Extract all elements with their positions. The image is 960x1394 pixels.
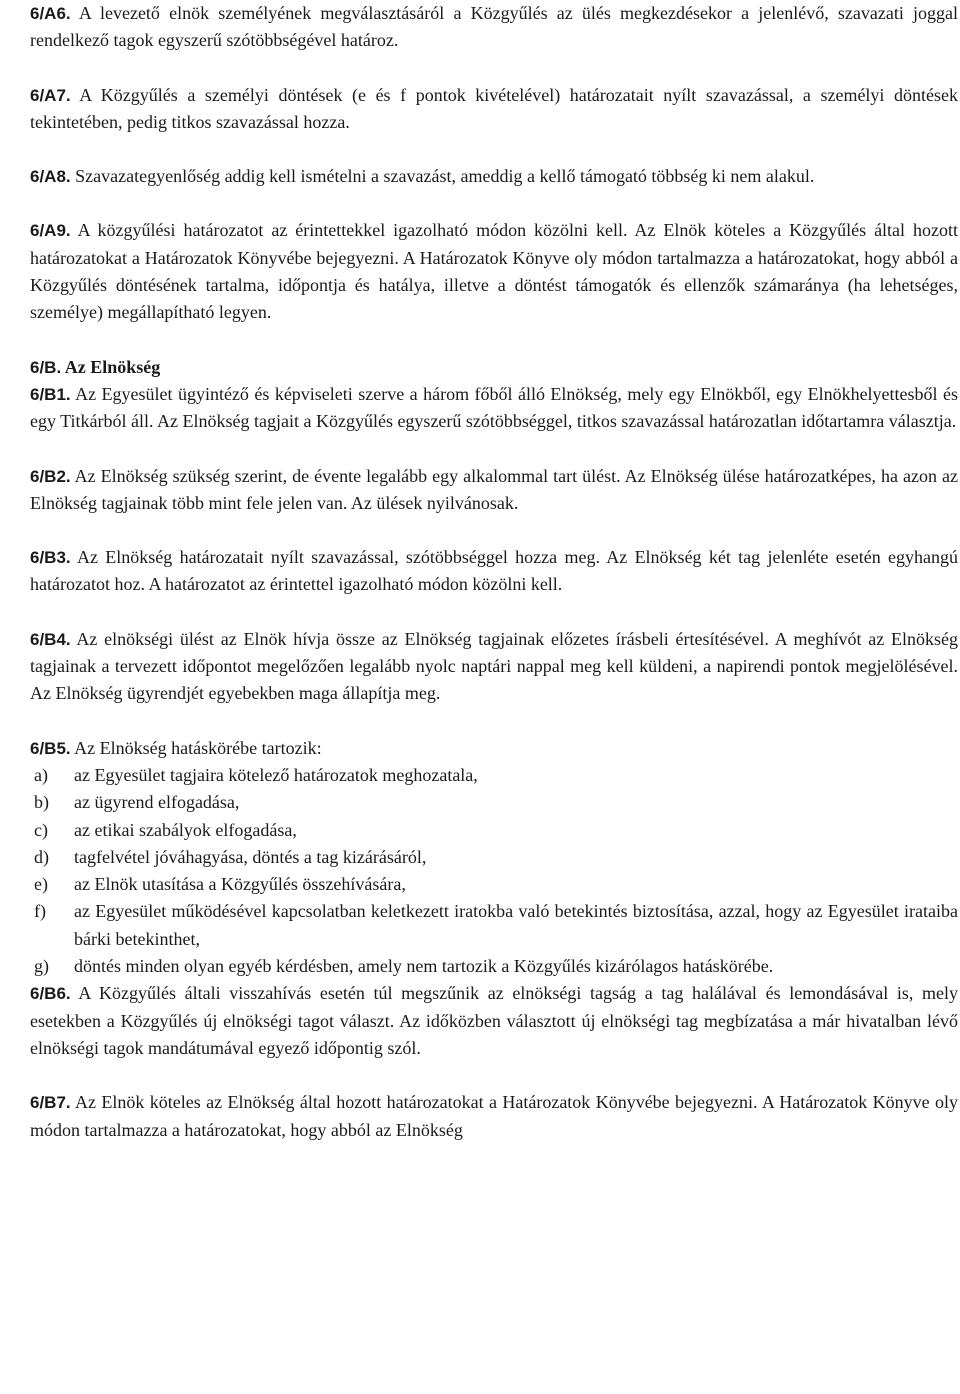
paragraph-number: 6/B5. [30, 738, 71, 758]
paragraph-number: 6/B6. [30, 984, 71, 1004]
paragraph-text: A levezető elnök személyének megválasztásáról a Közgyűlés az ülés megkezdésekor a jelenlévő, szavazati joggal rendelkező tagok egyszerű szótöbbségével határoz. [30, 3, 958, 51]
paragraph-6b3 [30, 544, 958, 599]
list-marker: e) [34, 874, 48, 895]
paragraph-6b5 [30, 735, 958, 762]
list-marker: c) [34, 819, 48, 840]
list-item-text: az etikai szabályok elfogadása, [74, 819, 297, 840]
paragraph-text: Az Elnökség szükség szerint, de évente legalább egy alkalommal tart ülést. Az Elnökség ülése határozatképes, ha azon az Elnökség tagjainak több mint fele jelen van. Az ülések nyilvánosak. [30, 465, 959, 513]
paragraph-text: Az Elnök köteles az Elnökség által hozott határozatokat a Határozatok Könyvébe bejegyezni. A Határozatok Könyve oly módon tartalmazza a határozatokat, hogy abból az Elnökség [30, 1092, 959, 1140]
paragraph-text: Az Egyesület ügyintéző és képviseleti szerve a három főből álló Elnökség, mely egy Elnökből, egy Elnökhelyettesből és egy Titkárból áll. Az Elnökség tagjait a Közgyűlés egyszerű szótöbbséggel, titkos szavazással határozatlan időtartamra választja. [30, 383, 958, 432]
list-item [30, 871, 958, 898]
paragraph-number: 6/B3. [30, 548, 71, 568]
list-item [30, 898, 958, 953]
paragraph-6b2 [30, 463, 958, 518]
paragraph-number: 6/A9. [30, 221, 71, 241]
paragraph-6b1 [30, 381, 958, 436]
list-item-text: az Elnök utasítása a Közgyűlés összehívására, [74, 874, 406, 895]
list-item [30, 844, 958, 871]
paragraph-text: A közgyűlési határozatot az érintettekkel igazolható módon közölni kell. Az Elnök köteles a Közgyűlés által hozott határozatokat a Határozatok Könyvébe bejegyezni. A Határozatok Könyve oly módon tartalmazza a határozatokat, hogy abból a Közgyűlés döntésének tartalma, időpontja és hatálya, illetve a döntést támogatók és ellenzők számaránya (ha lehetséges, személye) megállapítható legyen. [30, 220, 958, 323]
paragraph-6b7 [30, 1089, 958, 1144]
list-marker: f) [34, 901, 46, 922]
paragraph-text: A Közgyűlés általi visszahívás esetén túl megszűnik az elnökségi tagság a tag halálával és lemondásával is, mely esetekben a Közgyűlés új elnökségi tagot választ. Az időközben választott új elnökségi tag megbízatása a már hivatalban lévő elnökségi tagok mandátumával egyező időpontig szól. [30, 983, 958, 1058]
list-item-text: az Egyesület tagjaira kötelező határozatok meghozatala, [74, 764, 478, 785]
paragraph-6a8 [30, 163, 958, 190]
list-marker: g) [34, 956, 49, 977]
paragraph-6a7 [30, 82, 958, 137]
paragraph-number: 6/A8. [30, 167, 71, 187]
paragraph-6a6 [30, 0, 958, 55]
section-number: 6/B. [30, 357, 62, 377]
list-item [30, 789, 958, 816]
paragraph-number: 6/A6. [30, 4, 71, 23]
list-marker: a) [34, 764, 48, 785]
paragraph-number: 6/B2. [30, 466, 71, 486]
paragraph-number: 6/A7. [30, 85, 71, 105]
paragraph-6b6 [30, 980, 958, 1062]
list-item-text: tagfelvétel jóváhagyása, döntés a tag kizárásáról, [74, 846, 427, 867]
section-heading-6b [30, 354, 958, 381]
list-item-text: az ügyrend elfogadása, [74, 792, 240, 813]
list-item [30, 817, 958, 844]
paragraph-number: 6/B7. [30, 1093, 71, 1113]
paragraph-6b4 [30, 626, 958, 708]
list-item-text: az Egyesület működésével kapcsolatban keletkezett iratokba való betekintés biztosítása, azzal, hogy az Egyesület irataiba bárki betekinthet, [74, 901, 958, 949]
competence-list [30, 762, 958, 980]
paragraph-text: A Közgyűlés a személyi döntések (e és f pontok kivételével) határozatait nyílt szavazással, a személyi döntések tekintetében, pedig titkos szavazással hozza. [30, 84, 958, 132]
list-item [30, 953, 958, 980]
paragraph-text: Szavazategyenlőség addig kell ismételni a szavazást, ameddig a kellő támogató többség ki nem alakul. [75, 166, 815, 187]
paragraph-number: 6/B1. [30, 384, 71, 404]
paragraph-6a9 [30, 217, 958, 326]
section-title: Az Elnökség [64, 356, 161, 377]
list-item [30, 762, 958, 789]
paragraph-text: Az Elnökség határozatait nyílt szavazással, szótöbbséggel hozza meg. Az Elnökség két tag jelenléte esetén egyhangú határozatot hoz. A határozatot az érintettel igazolható módon közölni kell. [30, 547, 958, 595]
paragraph-number: 6/B4. [30, 629, 71, 649]
list-marker: b) [34, 792, 49, 813]
list-item-text: döntés minden olyan egyéb kérdésben, amely nem tartozik a Közgyűlés kizárólagos hatáskörébe. [74, 956, 774, 977]
paragraph-text: Az elnökségi ülést az Elnök hívja össze az Elnökség tagjainak előzetes írásbeli értesítésével. A meghívót az Elnökség tagjainak a tervezett időpontot megelőzően legalább nyolc naptári nappal meg kell küldeni, a napirendi pontok megjelölésével. Az Elnökség ügyrendjét egyebekben maga állapítja meg. [30, 628, 958, 704]
list-marker: d) [34, 846, 49, 867]
paragraph-text: Az Elnökség hatáskörébe tartozik: [74, 737, 322, 758]
